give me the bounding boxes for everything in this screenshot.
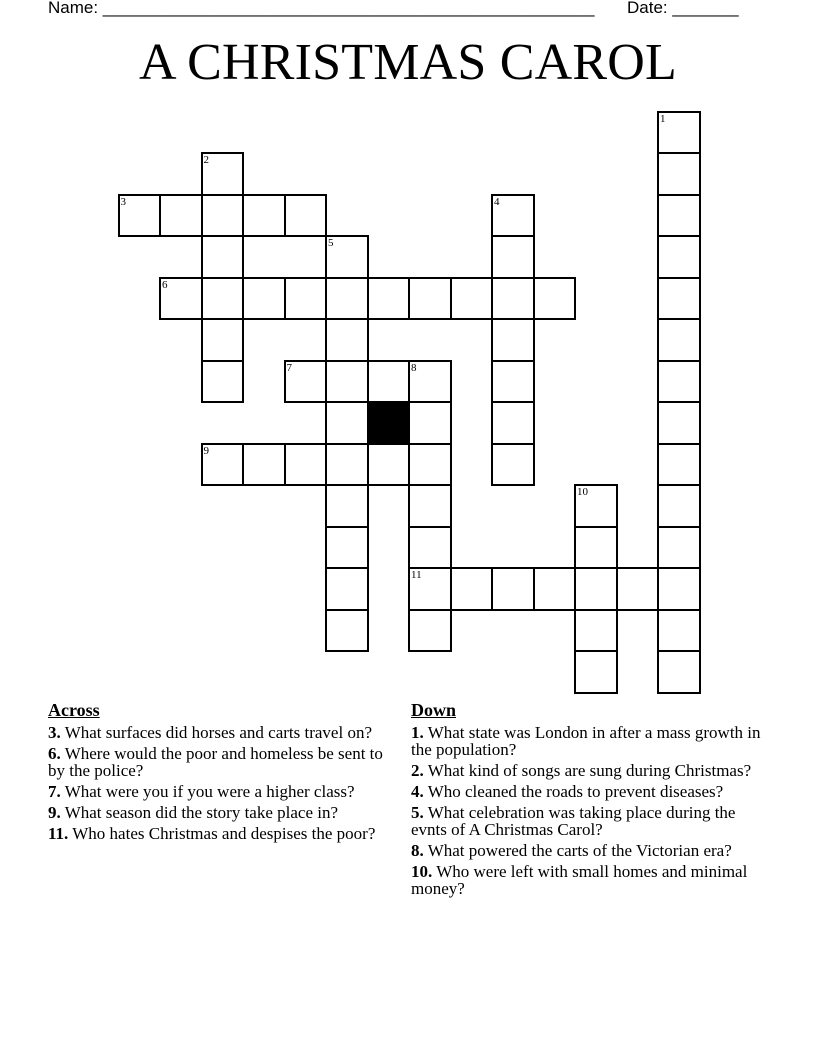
grid-cell[interactable] [201, 443, 245, 487]
grid-cell[interactable] [201, 235, 245, 279]
grid-cell[interactable] [201, 360, 245, 404]
grid-cell[interactable] [491, 318, 535, 362]
grid-cell[interactable] [284, 277, 328, 321]
grid-cell[interactable] [574, 650, 618, 694]
grid-cell[interactable] [408, 277, 452, 321]
grid-cell[interactable] [325, 277, 369, 321]
clue-text: What kind of songs are sung during Christmas? [427, 761, 752, 780]
grid-cell[interactable] [284, 360, 328, 404]
grid-cell[interactable] [367, 277, 411, 321]
clue-text: What state was London in after a mass growth in the population? [411, 723, 761, 759]
black-square [367, 401, 411, 445]
grid-cell[interactable] [325, 443, 369, 487]
grid-cell[interactable] [491, 401, 535, 445]
grid-cell[interactable] [574, 609, 618, 653]
grid-cell[interactable] [159, 194, 203, 238]
clue-text: Where would the poor and homeless be sent to by the police? [48, 744, 383, 780]
grid-cell[interactable] [450, 567, 494, 611]
grid-cell[interactable] [491, 194, 535, 238]
grid-cell[interactable] [201, 194, 245, 238]
grid-cell[interactable] [657, 650, 701, 694]
clue-text: What were you if you were a higher class? [64, 782, 355, 801]
grid-cell[interactable] [450, 277, 494, 321]
cell-number: 10 [577, 486, 588, 498]
grid-cell[interactable] [325, 567, 369, 611]
cell-number: 4 [494, 195, 500, 208]
grid-cell[interactable] [657, 526, 701, 570]
grid-cell[interactable] [408, 484, 452, 528]
grid-cell[interactable] [491, 277, 535, 321]
grid-cell[interactable] [159, 277, 203, 321]
clue-text: What powered the carts of the Victorian era? [427, 841, 732, 860]
grid-cell[interactable] [657, 401, 701, 445]
grid-cell[interactable] [657, 609, 701, 653]
grid-cell[interactable] [367, 443, 411, 487]
clue-text: Who hates Christmas and despises the poor? [72, 824, 376, 843]
grid-cell[interactable] [657, 360, 701, 404]
cell-number: 8 [411, 361, 417, 374]
grid-cell[interactable] [325, 235, 369, 279]
grid-cell[interactable] [284, 443, 328, 487]
grid-cell[interactable] [533, 277, 577, 321]
clue-number: 11. [48, 824, 69, 843]
grid-cell[interactable] [616, 567, 660, 611]
grid-cell[interactable] [201, 152, 245, 196]
cell-number: 9 [203, 444, 209, 457]
cell-number: 2 [203, 154, 209, 166]
grid-cell[interactable] [408, 567, 452, 611]
name-field-label: Name: ____________________________________________________ [48, 0, 595, 17]
grid-cell[interactable] [657, 318, 701, 362]
clue-item [411, 762, 761, 779]
clue-item [48, 825, 388, 842]
page-title: A CHRISTMAS CAROL [139, 34, 677, 91]
grid-cell[interactable] [657, 235, 701, 279]
grid-cell[interactable] [657, 567, 701, 611]
down-clues [411, 700, 761, 901]
grid-cell[interactable] [201, 277, 245, 321]
grid-cell[interactable] [657, 484, 701, 528]
grid-cell[interactable] [491, 360, 535, 404]
clue-item [411, 842, 761, 859]
grid-cell[interactable] [325, 401, 369, 445]
cell-number: 7 [286, 361, 292, 374]
clue-number: 8. [411, 841, 424, 860]
clue-item [48, 745, 388, 779]
clue-number: 10. [411, 862, 433, 881]
grid-cell[interactable] [367, 360, 411, 404]
grid-cell[interactable] [408, 360, 452, 404]
clue-number: 5. [411, 803, 424, 822]
grid-cell[interactable] [657, 111, 701, 155]
grid-cell[interactable] [533, 567, 577, 611]
grid-cell[interactable] [242, 194, 286, 238]
grid-cell[interactable] [201, 318, 245, 362]
clue-number: 4. [411, 782, 424, 801]
grid-cell[interactable] [325, 609, 369, 653]
across-heading: Across [48, 700, 100, 720]
grid-cell[interactable] [284, 194, 328, 238]
cell-number: 3 [120, 195, 126, 208]
clue-text: What season did the story take place in? [64, 803, 339, 822]
grid-cell[interactable] [574, 567, 618, 611]
clue-number: 6. [48, 744, 61, 763]
grid-cell[interactable] [657, 443, 701, 487]
grid-cell[interactable] [574, 526, 618, 570]
cell-number: 11 [411, 569, 422, 581]
clue-text: Who were left with small homes and minimal money? [411, 862, 748, 898]
cell-number: 1 [660, 112, 666, 125]
down-heading: Down [411, 700, 457, 720]
clue-item [48, 724, 388, 741]
grid-cell[interactable] [491, 235, 535, 279]
grid-cell[interactable] [574, 484, 618, 528]
grid-cell[interactable] [118, 194, 162, 238]
clue-item [411, 783, 761, 800]
clue-number: 2. [411, 761, 424, 780]
grid-cell[interactable] [242, 443, 286, 487]
grid-cell[interactable] [657, 152, 701, 196]
grid-cell[interactable] [325, 526, 369, 570]
across-clue-list [48, 724, 388, 842]
clue-text: Who cleaned the roads to prevent diseases? [427, 782, 724, 801]
grid-cell[interactable] [657, 194, 701, 238]
clue-item [48, 783, 388, 800]
grid-cell[interactable] [325, 484, 369, 528]
grid-cell[interactable] [408, 401, 452, 445]
cell-number: 5 [328, 237, 334, 249]
cell-number: 6 [162, 278, 168, 291]
clue-number: 3. [48, 723, 61, 742]
clue-number: 7. [48, 782, 61, 801]
clue-item [411, 724, 761, 758]
down-clue-list [411, 724, 761, 897]
grid-cell[interactable] [325, 360, 369, 404]
grid-cell[interactable] [491, 443, 535, 487]
grid-cell[interactable] [657, 277, 701, 321]
grid-cell[interactable] [325, 318, 369, 362]
clue-item [411, 863, 761, 897]
clue-text: What surfaces did horses and carts travel on? [64, 723, 372, 742]
across-clues [48, 700, 388, 846]
grid-cell[interactable] [242, 277, 286, 321]
grid-cell[interactable] [408, 526, 452, 570]
clue-number: 1. [411, 723, 424, 742]
grid-cell[interactable] [491, 567, 535, 611]
clue-text: What celebration was taking place during the evnts of A Christmas Carol? [411, 803, 736, 839]
grid-cell[interactable] [408, 443, 452, 487]
clue-item [411, 804, 761, 838]
date-field-label: Date: _______ [627, 0, 739, 17]
clue-number: 9. [48, 803, 61, 822]
grid-cell[interactable] [408, 609, 452, 653]
clue-item [48, 804, 388, 821]
